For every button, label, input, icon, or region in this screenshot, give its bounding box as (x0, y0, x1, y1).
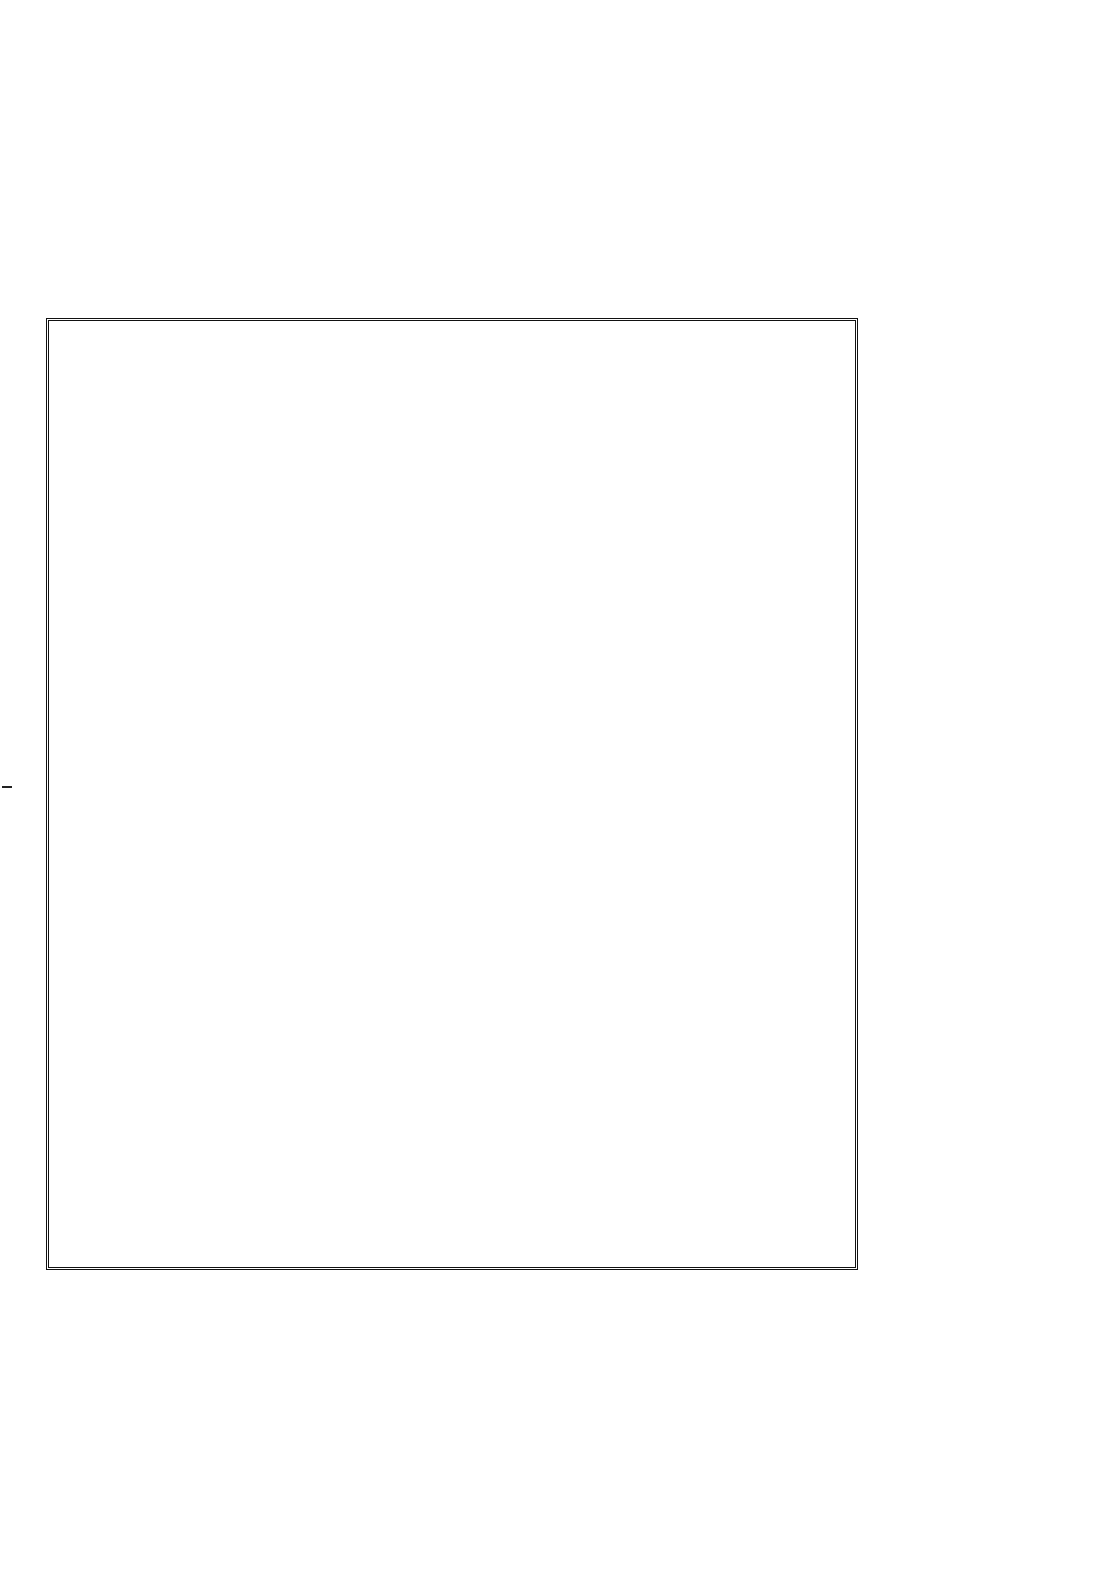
poem-heading (49, 937, 855, 969)
margin-mark (2, 786, 12, 788)
commentary-box (46, 318, 858, 1270)
